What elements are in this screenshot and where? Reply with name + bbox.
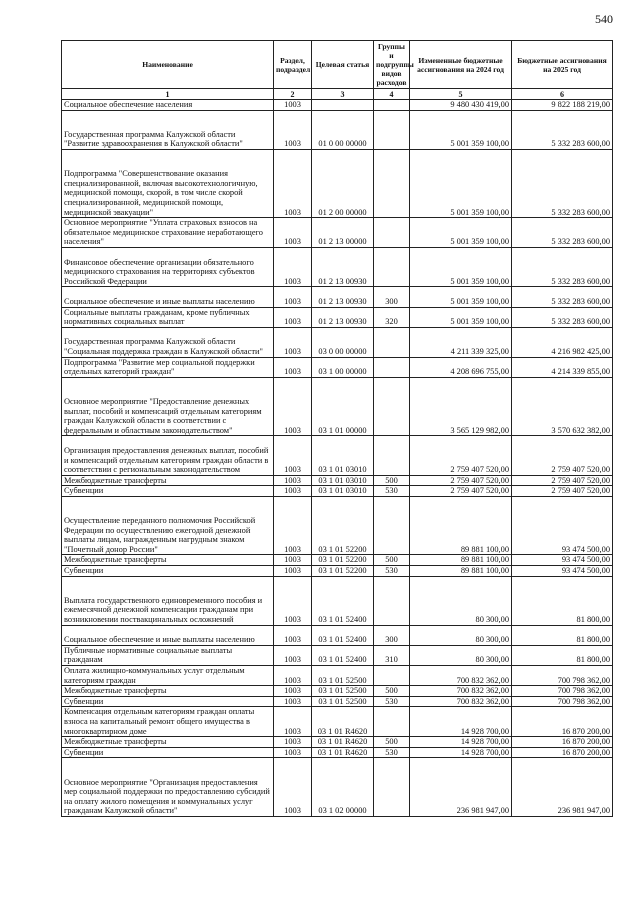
column-number: 1	[62, 89, 274, 100]
cell-name: Субвенции	[62, 696, 274, 707]
table-row	[62, 218, 613, 248]
cell-section: 1003	[274, 696, 312, 707]
column-number-row	[62, 89, 613, 100]
cell-target: 03 1 01 03010	[312, 436, 374, 475]
cell-section: 1003	[274, 436, 312, 475]
cell-value-2025: 81 800,00	[512, 576, 613, 625]
cell-section: 1003	[274, 486, 312, 497]
cell-target: 03 1 01 52400	[312, 625, 374, 645]
cell-section: 1003	[274, 747, 312, 758]
column-number: 6	[512, 89, 613, 100]
table-row	[62, 758, 613, 817]
cell-target: 03 1 02 00000	[312, 758, 374, 817]
cell-section: 1003	[274, 149, 312, 217]
cell-value-2024: 236 981 947,00	[410, 758, 512, 817]
table-body	[62, 100, 613, 817]
cell-value-2025: 9 822 188 219,00	[512, 100, 613, 111]
table-row	[62, 307, 613, 327]
cell-value-2025: 700 798 362,00	[512, 666, 613, 686]
cell-section: 1003	[274, 307, 312, 327]
cell-target: 03 1 01 R4620	[312, 747, 374, 758]
table-row	[62, 327, 613, 357]
cell-target: 03 0 00 00000	[312, 327, 374, 357]
cell-group: 500	[374, 555, 410, 566]
column-number: 2	[274, 89, 312, 100]
cell-target: 01 2 13 00930	[312, 287, 374, 307]
cell-group	[374, 110, 410, 149]
cell-value-2025: 16 870 200,00	[512, 747, 613, 758]
cell-group: 320	[374, 307, 410, 327]
cell-value-2024: 2 759 407 520,00	[410, 436, 512, 475]
table-row	[62, 475, 613, 486]
cell-section: 1003	[274, 287, 312, 307]
cell-value-2024: 3 565 129 982,00	[410, 377, 512, 436]
cell-group	[374, 149, 410, 217]
column-number: 5	[410, 89, 512, 100]
cell-value-2024: 89 881 100,00	[410, 566, 512, 577]
table-row	[62, 100, 613, 111]
cell-value-2025: 5 332 283 600,00	[512, 218, 613, 248]
cell-value-2025: 93 474 500,00	[512, 566, 613, 577]
cell-value-2024: 80 300,00	[410, 625, 512, 645]
cell-value-2025: 5 332 283 600,00	[512, 307, 613, 327]
cell-target: 03 1 01 52400	[312, 576, 374, 625]
cell-name: Основное мероприятие "Организация предоставления мер социальной поддержки по предоставлению субсидий на оплату жилого помещения и коммунальных услуг гражданам Калужской области"	[62, 758, 274, 817]
cell-target: 01 2 13 00930	[312, 247, 374, 286]
cell-section: 1003	[274, 686, 312, 697]
table-row	[62, 357, 613, 377]
cell-name: Государственная программа Калужской области "Социальная поддержка граждан в Калужской области"	[62, 327, 274, 357]
cell-name: Субвенции	[62, 747, 274, 758]
cell-target: 03 1 01 52500	[312, 666, 374, 686]
cell-name: Подпрограмма "Развитие мер социальной поддержки отдельных категорий граждан"	[62, 357, 274, 377]
cell-value-2025: 236 981 947,00	[512, 758, 613, 817]
cell-target: 01 2 13 00930	[312, 307, 374, 327]
cell-target: 01 2 13 00000	[312, 218, 374, 248]
cell-value-2024: 5 001 359 100,00	[410, 287, 512, 307]
cell-section: 1003	[274, 110, 312, 149]
cell-name: Социальное обеспечение и иные выплаты населению	[62, 287, 274, 307]
table-row	[62, 625, 613, 645]
cell-name: Осуществление переданного полномочия Российской Федерации по осуществлению ежегодной денежной выплаты лицам, награжденным нагрудным знаком "Почетный донор России"	[62, 496, 274, 555]
cell-section: 1003	[274, 566, 312, 577]
cell-name: Межбюджетные трансферты	[62, 686, 274, 697]
cell-value-2024: 14 928 700,00	[410, 737, 512, 748]
table-row	[62, 110, 613, 149]
cell-section: 1003	[274, 218, 312, 248]
cell-group: 530	[374, 486, 410, 497]
cell-value-2025: 2 759 407 520,00	[512, 486, 613, 497]
cell-value-2025: 16 870 200,00	[512, 737, 613, 748]
table-header-row	[62, 41, 613, 89]
cell-target: 03 1 01 03010	[312, 486, 374, 497]
cell-section: 1003	[274, 496, 312, 555]
cell-name: Оплата жилищно-коммунальных услуг отдельным категориям граждан	[62, 666, 274, 686]
cell-group	[374, 218, 410, 248]
cell-value-2025: 700 798 362,00	[512, 696, 613, 707]
cell-name: Социальное обеспечение и иные выплаты населению	[62, 625, 274, 645]
cell-name: Субвенции	[62, 486, 274, 497]
cell-name: Финансовое обеспечение организации обязательного медицинского страхования на территориях субъектов Российской Федерации	[62, 247, 274, 286]
cell-value-2025: 16 870 200,00	[512, 707, 613, 737]
cell-value-2024: 89 881 100,00	[410, 555, 512, 566]
cell-group: 500	[374, 475, 410, 486]
cell-name: Социальные выплаты гражданам, кроме публичных нормативных социальных выплат	[62, 307, 274, 327]
table-row	[62, 696, 613, 707]
table-row	[62, 247, 613, 286]
cell-group	[374, 576, 410, 625]
cell-group	[374, 707, 410, 737]
cell-value-2024: 14 928 700,00	[410, 707, 512, 737]
cell-name: Межбюджетные трансферты	[62, 555, 274, 566]
cell-section: 1003	[274, 576, 312, 625]
table-row	[62, 686, 613, 697]
cell-name: Межбюджетные трансферты	[62, 737, 274, 748]
cell-section: 1003	[274, 737, 312, 748]
page-number: 540	[595, 12, 613, 26]
cell-value-2024: 700 832 362,00	[410, 696, 512, 707]
cell-section: 1003	[274, 555, 312, 566]
header-section: Раздел, подраздел	[274, 41, 312, 89]
cell-value-2025: 3 570 632 382,00	[512, 377, 613, 436]
cell-value-2025: 81 800,00	[512, 645, 613, 665]
cell-group	[374, 436, 410, 475]
cell-section: 1003	[274, 357, 312, 377]
cell-group	[374, 327, 410, 357]
cell-value-2025: 93 474 500,00	[512, 555, 613, 566]
cell-value-2024: 700 832 362,00	[410, 686, 512, 697]
cell-name: Субвенции	[62, 566, 274, 577]
cell-section: 1003	[274, 707, 312, 737]
cell-value-2025: 700 798 362,00	[512, 686, 613, 697]
cell-section: 1003	[274, 100, 312, 111]
cell-value-2024: 80 300,00	[410, 576, 512, 625]
cell-target: 03 1 01 R4620	[312, 707, 374, 737]
cell-group	[374, 247, 410, 286]
table-row	[62, 555, 613, 566]
cell-group: 530	[374, 696, 410, 707]
cell-section: 1003	[274, 645, 312, 665]
header-value-2025: Бюджетные ассигнования на 2025 год	[512, 41, 613, 89]
column-number: 3	[312, 89, 374, 100]
cell-target: 03 1 01 52400	[312, 645, 374, 665]
cell-name: Публичные нормативные социальные выплаты гражданам	[62, 645, 274, 665]
budget-table	[61, 40, 613, 817]
cell-value-2024: 5 001 359 100,00	[410, 149, 512, 217]
table-row	[62, 566, 613, 577]
cell-name: Государственная программа Калужской области "Развитие здравоохранения в Калужской области"	[62, 110, 274, 149]
column-number: 4	[374, 89, 410, 100]
cell-name: Компенсация отдельным категориям граждан оплаты взноса на капитальный ремонт общего имущества в многоквартирном доме	[62, 707, 274, 737]
cell-value-2024: 80 300,00	[410, 645, 512, 665]
cell-group: 300	[374, 625, 410, 645]
cell-value-2024: 5 001 359 100,00	[410, 307, 512, 327]
cell-target: 03 1 01 52200	[312, 496, 374, 555]
header-name: Наименование	[62, 41, 274, 89]
cell-group: 310	[374, 645, 410, 665]
header-group: Группы и подгруппы видов расходов	[374, 41, 410, 89]
cell-target: 03 1 00 00000	[312, 357, 374, 377]
cell-value-2024: 14 928 700,00	[410, 747, 512, 758]
table-row	[62, 287, 613, 307]
cell-target: 03 1 01 52500	[312, 696, 374, 707]
cell-value-2024: 5 001 359 100,00	[410, 218, 512, 248]
cell-name: Организация предоставления денежных выплат, пособий и компенсаций отдельным категориям граждан области в соответствии с региональным законодательством	[62, 436, 274, 475]
table-row	[62, 737, 613, 748]
cell-name: Основное мероприятие "Уплата страховых взносов на обязательное медицинское страхование неработающего населения"	[62, 218, 274, 248]
cell-section: 1003	[274, 625, 312, 645]
cell-value-2024: 700 832 362,00	[410, 666, 512, 686]
cell-section: 1003	[274, 377, 312, 436]
cell-target: 03 1 01 R4620	[312, 737, 374, 748]
table-row	[62, 645, 613, 665]
cell-group: 530	[374, 747, 410, 758]
table-row	[62, 576, 613, 625]
cell-name: Выплата государственного единовременного пособия и ежемесячной денежной компенсации гражданам при возникновении поствакцинальных осложнений	[62, 576, 274, 625]
table-row	[62, 486, 613, 497]
cell-value-2025: 4 216 982 425,00	[512, 327, 613, 357]
cell-target: 03 1 01 52200	[312, 555, 374, 566]
cell-value-2024: 9 480 430 419,00	[410, 100, 512, 111]
header-value-2024: Измененные бюджетные ассигнования на 2024 год	[410, 41, 512, 89]
cell-section: 1003	[274, 475, 312, 486]
cell-target: 03 1 01 03010	[312, 475, 374, 486]
cell-section: 1003	[274, 758, 312, 817]
cell-group	[374, 496, 410, 555]
cell-value-2024: 2 759 407 520,00	[410, 486, 512, 497]
cell-value-2025: 5 332 283 600,00	[512, 287, 613, 307]
cell-value-2024: 5 001 359 100,00	[410, 247, 512, 286]
table-row	[62, 666, 613, 686]
table-row	[62, 707, 613, 737]
cell-group: 500	[374, 737, 410, 748]
cell-target: 01 0 00 00000	[312, 110, 374, 149]
cell-target: 03 1 01 52500	[312, 686, 374, 697]
table-row	[62, 747, 613, 758]
cell-name: Основное мероприятие "Предоставление денежных выплат, пособий и компенсаций отдельным категориям граждан Калужской области в соответствии с федеральным и областным законодательством"	[62, 377, 274, 436]
cell-value-2025: 4 214 339 855,00	[512, 357, 613, 377]
cell-name: Социальное обеспечение населения	[62, 100, 274, 111]
cell-group: 500	[374, 686, 410, 697]
cell-target	[312, 100, 374, 111]
cell-section: 1003	[274, 666, 312, 686]
cell-value-2025: 93 474 500,00	[512, 496, 613, 555]
cell-group	[374, 357, 410, 377]
cell-value-2024: 4 208 696 755,00	[410, 357, 512, 377]
cell-value-2025: 81 800,00	[512, 625, 613, 645]
table-row	[62, 436, 613, 475]
cell-name: Подпрограмма "Совершенствование оказания специализированной, включая высокотехнологичную, медицинской помощи, скорой, в том числе скорой специализированной, медицинской помощи, медицинской эвакуации"	[62, 149, 274, 217]
cell-value-2024: 89 881 100,00	[410, 496, 512, 555]
cell-target: 03 1 01 52200	[312, 566, 374, 577]
cell-value-2025: 2 759 407 520,00	[512, 436, 613, 475]
cell-group	[374, 100, 410, 111]
cell-group	[374, 666, 410, 686]
cell-value-2025: 5 332 283 600,00	[512, 110, 613, 149]
cell-group	[374, 377, 410, 436]
cell-target: 01 2 00 00000	[312, 149, 374, 217]
header-target: Целевая статья	[312, 41, 374, 89]
cell-value-2024: 4 211 339 325,00	[410, 327, 512, 357]
cell-value-2025: 5 332 283 600,00	[512, 149, 613, 217]
cell-name: Межбюджетные трансферты	[62, 475, 274, 486]
cell-target: 03 1 01 00000	[312, 377, 374, 436]
cell-group: 530	[374, 566, 410, 577]
cell-group: 300	[374, 287, 410, 307]
cell-value-2025: 2 759 407 520,00	[512, 475, 613, 486]
cell-value-2024: 5 001 359 100,00	[410, 110, 512, 149]
cell-value-2024: 2 759 407 520,00	[410, 475, 512, 486]
cell-section: 1003	[274, 327, 312, 357]
table-row	[62, 496, 613, 555]
table-row	[62, 149, 613, 217]
table-row	[62, 377, 613, 436]
cell-section: 1003	[274, 247, 312, 286]
cell-group	[374, 758, 410, 817]
cell-value-2025: 5 332 283 600,00	[512, 247, 613, 286]
